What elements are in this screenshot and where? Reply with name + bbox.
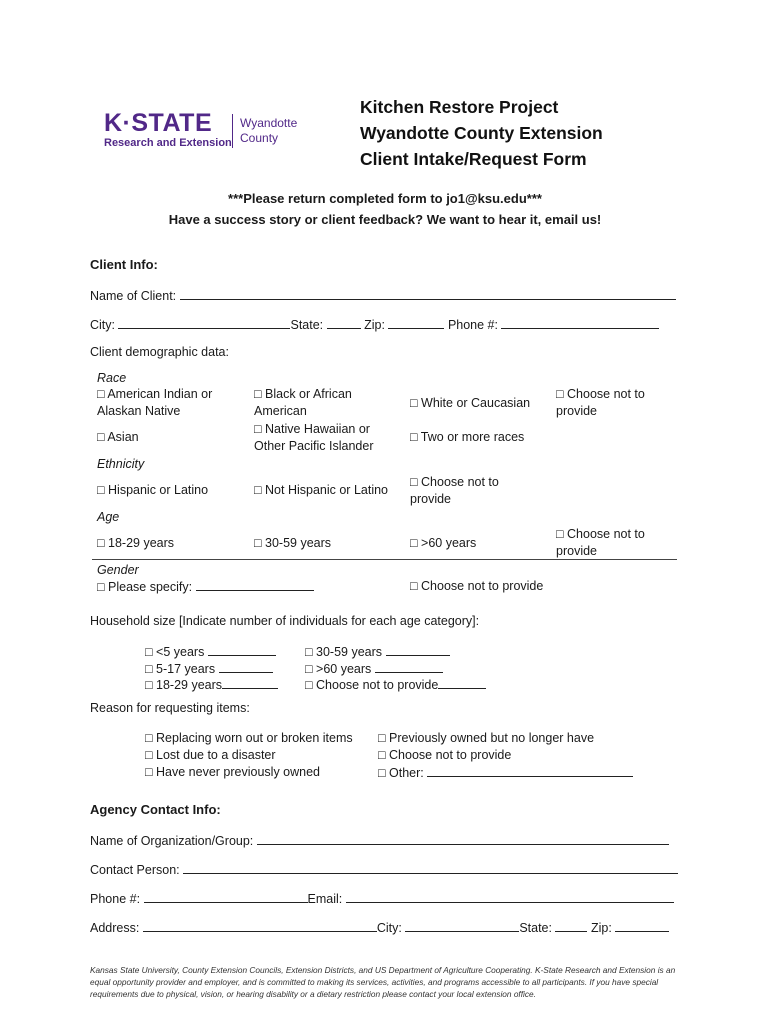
footer-disclaimer: Kansas State University, County Extension Councils, Extension Districts, and US Department of Agriculture Cooperating. K-State Research and Extension is an equal opportunity provider and employer, and is committed to making its services, activities, and programs accessible to all participants. If you have special requirements due to physical, vision, or hearing disability or a dietary restriction please contact your local extension office. bbox=[90, 965, 676, 999]
title-line-2: Wyandotte County Extension bbox=[360, 123, 603, 143]
client-zip-label: Zip: bbox=[364, 318, 385, 332]
household-choose-not-field[interactable] bbox=[438, 676, 486, 689]
kstate-logo bbox=[104, 110, 304, 155]
household-under-5-label: □ <5 years bbox=[145, 645, 205, 659]
household-18-29-field[interactable] bbox=[222, 676, 278, 689]
logo-divider bbox=[232, 114, 233, 148]
client-city-label: City: bbox=[90, 318, 115, 332]
reason-other-label: □ Other: bbox=[378, 766, 424, 780]
race-two-or-more[interactable]: □ Two or more races bbox=[410, 430, 525, 444]
agency-org-field[interactable] bbox=[257, 832, 669, 845]
agency-org-label: Name of Organization/Group: bbox=[90, 834, 254, 848]
client-name-row bbox=[90, 287, 676, 303]
agency-contact-row bbox=[90, 861, 678, 877]
race-asian[interactable]: □ Asian bbox=[97, 430, 139, 444]
household-60-plus-label: □ >60 years bbox=[305, 662, 372, 676]
agency-phone-email-row bbox=[90, 890, 674, 906]
demographic-label: Client demographic data: bbox=[90, 345, 229, 359]
age-choose-not-l2: provide bbox=[556, 544, 597, 558]
ethnicity-choose-not-l2: provide bbox=[410, 492, 451, 506]
title-line-3: Client Intake/Request Form bbox=[360, 149, 587, 169]
household-5-17-field[interactable] bbox=[219, 660, 273, 673]
age-label: Age bbox=[97, 510, 120, 524]
race-choose-not[interactable] bbox=[556, 386, 645, 420]
race-black[interactable] bbox=[254, 386, 352, 420]
agency-email-field[interactable] bbox=[346, 890, 674, 903]
household-18-29[interactable] bbox=[145, 676, 278, 694]
agency-city-field[interactable] bbox=[405, 919, 519, 932]
return-note: ***Please return completed form to jo1@ksu.edu*** bbox=[228, 191, 542, 206]
household-30-59[interactable] bbox=[305, 643, 450, 661]
agency-phone-label: Phone #: bbox=[90, 892, 141, 906]
household-30-59-field[interactable] bbox=[386, 643, 450, 656]
client-city-field[interactable] bbox=[118, 316, 290, 329]
agency-zip-label: Zip: bbox=[590, 921, 612, 935]
race-choose-not-l1: □ Choose not to bbox=[556, 387, 645, 401]
age-60-plus[interactable]: □ >60 years bbox=[410, 536, 477, 550]
agency-contact-field[interactable] bbox=[183, 861, 678, 874]
gender-specify-field[interactable] bbox=[196, 578, 314, 591]
reason-disaster[interactable]: □ Lost due to a disaster bbox=[145, 748, 276, 762]
household-choose-not-label: □ Choose not to provide bbox=[305, 678, 439, 692]
age-choose-not[interactable] bbox=[556, 526, 645, 560]
agency-address-row bbox=[90, 919, 669, 935]
race-american-indian-l2: Alaskan Native bbox=[97, 404, 181, 418]
agency-contact-label: Contact Person: bbox=[90, 863, 180, 877]
agency-state-field[interactable] bbox=[555, 919, 587, 932]
household-60-plus-field[interactable] bbox=[375, 660, 443, 673]
title-line-1: Kitchen Restore Project bbox=[360, 97, 559, 117]
ethnicity-choose-not-l1: □ Choose not to bbox=[410, 475, 499, 489]
client-state-label: State: bbox=[290, 318, 324, 332]
ethnicity-hispanic[interactable]: □ Hispanic or Latino bbox=[97, 483, 209, 497]
feedback-note: Have a success story or client feedback? We want to hear it, email us! bbox=[168, 212, 602, 227]
race-label: Race bbox=[97, 371, 127, 385]
form-title bbox=[360, 94, 603, 172]
ethnicity-not-hispanic[interactable]: □ Not Hispanic or Latino bbox=[254, 483, 389, 497]
reason-choose-not[interactable]: □ Choose not to provide bbox=[378, 748, 512, 762]
reason-label: Reason for requesting items: bbox=[90, 701, 250, 715]
household-30-59-label: □ 30-59 years bbox=[305, 645, 383, 659]
reason-other-field[interactable] bbox=[427, 764, 633, 777]
race-choose-not-l2: provide bbox=[556, 404, 597, 418]
agency-address-label: Address: bbox=[90, 921, 140, 935]
household-18-29-label: □ 18-29 years bbox=[145, 678, 223, 692]
client-state-field[interactable] bbox=[327, 316, 361, 329]
logo-county-line-1: Wyandotte bbox=[240, 116, 298, 130]
gender-specify-label: □ Please specify: bbox=[97, 580, 193, 594]
agency-email-label: Email: bbox=[307, 892, 343, 906]
race-native-hawaiian[interactable] bbox=[254, 421, 374, 455]
race-black-l1: □ Black or African bbox=[254, 387, 352, 401]
client-phone-field[interactable] bbox=[501, 316, 659, 329]
agency-address-field[interactable] bbox=[143, 919, 377, 932]
client-name-label: Name of Client: bbox=[90, 289, 177, 303]
reason-replacing[interactable]: □ Replacing worn out or broken items bbox=[145, 731, 353, 745]
agency-zip-field[interactable] bbox=[615, 919, 669, 932]
race-american-indian-l1: □ American Indian or bbox=[97, 387, 213, 401]
gender-label: Gender bbox=[97, 563, 139, 577]
reason-previously-owned[interactable]: □ Previously owned but no longer have bbox=[378, 731, 595, 745]
race-american-indian[interactable] bbox=[97, 386, 212, 420]
client-info-heading: Client Info: bbox=[90, 257, 158, 272]
logo-subtitle: Research and Extension bbox=[104, 137, 232, 149]
agency-state-label: State: bbox=[519, 921, 552, 935]
agency-org-row bbox=[90, 832, 669, 848]
agency-info-heading: Agency Contact Info: bbox=[90, 802, 221, 817]
race-native-hawaiian-l2: Other Pacific Islander bbox=[254, 439, 374, 453]
logo-wordmark: K·STATE bbox=[104, 109, 213, 137]
client-phone-label: Phone #: bbox=[447, 318, 498, 332]
demographic-divider bbox=[92, 559, 677, 560]
logo-county bbox=[240, 116, 297, 146]
logo-county-line-2: County bbox=[240, 131, 279, 145]
client-name-field[interactable] bbox=[180, 287, 676, 300]
household-5-17-label: □ 5-17 years bbox=[145, 662, 216, 676]
reason-never-owned[interactable]: □ Have never previously owned bbox=[145, 765, 320, 779]
race-native-hawaiian-l1: □ Native Hawaiian or bbox=[254, 422, 370, 436]
reason-other[interactable] bbox=[378, 764, 633, 782]
household-under-5-field[interactable] bbox=[208, 643, 276, 656]
client-zip-field[interactable] bbox=[388, 316, 444, 329]
client-address-row bbox=[90, 316, 659, 332]
gender-specify[interactable] bbox=[97, 578, 314, 596]
household-choose-not[interactable] bbox=[305, 676, 486, 694]
ethnicity-choose-not[interactable] bbox=[410, 474, 499, 508]
ethnicity-label: Ethnicity bbox=[97, 457, 145, 471]
agency-phone-field[interactable] bbox=[144, 890, 308, 903]
age-choose-not-l1: □ Choose not to bbox=[556, 527, 645, 541]
household-label: Household size [Indicate number of individuals for each age category]: bbox=[90, 614, 480, 628]
household-under-5[interactable] bbox=[145, 643, 276, 661]
agency-city-label: City: bbox=[376, 921, 402, 935]
age-30-59[interactable]: □ 30-59 years bbox=[254, 536, 332, 550]
age-18-29[interactable]: □ 18-29 years bbox=[97, 536, 175, 550]
gender-choose-not[interactable]: □ Choose not to provide bbox=[410, 579, 544, 593]
race-black-l2: American bbox=[254, 404, 307, 418]
race-white[interactable]: □ White or Caucasian bbox=[410, 396, 531, 410]
